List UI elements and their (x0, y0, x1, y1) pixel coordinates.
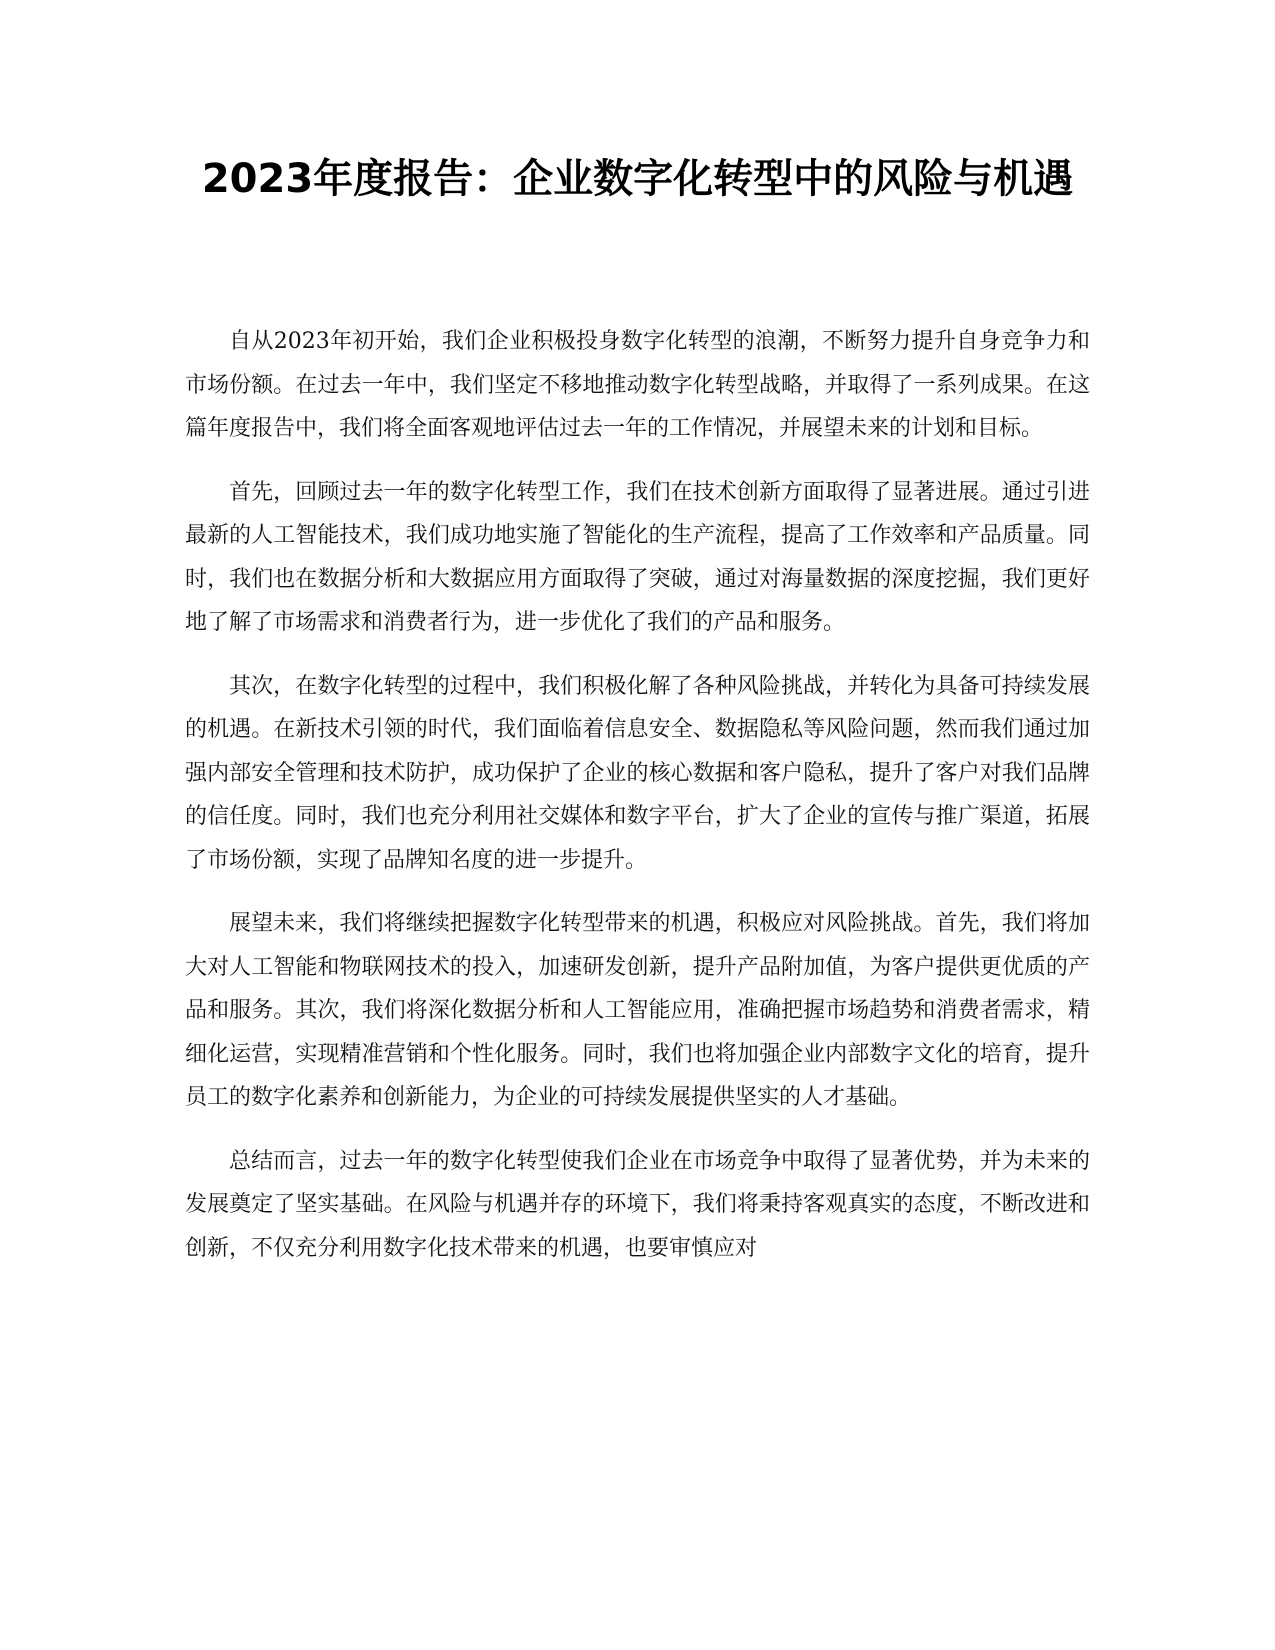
paragraph-outlook: 展望未来，我们将继续把握数字化转型带来的机遇，积极应对风险挑战。首先，我们将加大对人工智能和物联网技术的投入，加速研发创新，提升产品附加值，为客户提供更优质的产品和服务。其次，我们将深化数据分析和人工智能应用，准确把握市场趋势和消费者需求，精细化运营，实现精准营销和个性化服务。同时，我们也将加强企业内部数字文化的培育，提升员工的数字化素养和创新能力，为企业的可持续发展提供坚实的人才基础。 (185, 911, 1090, 1110)
document-body (185, 320, 1090, 1290)
paragraph-summary: 总结而言，过去一年的数字化转型使我们企业在市场竞争中取得了显著优势，并为未来的发展奠定了坚实基础。在风险与机遇并存的环境下，我们将秉持客观真实的态度，不断改进和创新，不仅充分利用数字化技术带来的机遇，也要审慎应对 (185, 1148, 1090, 1261)
paragraph-review: 首先，回顾过去一年的数字化转型工作，我们在技术创新方面取得了显著进展。通过引进最新的人工智能技术，我们成功地实施了智能化的生产流程，提高了工作效率和产品质量。同时，我们也在数据分析和大数据应用方面取得了突破，通过对海量数据的深度挖掘，我们更好地了解了市场需求和消费者行为，进一步优化了我们的产品和服务。 (185, 479, 1090, 635)
document-title: 2023年度报告：企业数字化转型中的风险与机遇 (201, 156, 1074, 202)
paragraph-risks: 其次，在数字化转型的过程中，我们积极化解了各种风险挑战，并转化为具备可持续发展的机遇。在新技术引领的时代，我们面临着信息安全、数据隐私等风险问题，然而我们通过加强内部安全管理和技术防护，成功保护了企业的核心数据和客户隐私，提升了客户对我们品牌的信任度。同时，我们也充分利用社交媒体和数字平台，扩大了企业的宣传与推广渠道，拓展了市场份额，实现了品牌知名度的进一步提升。 (185, 673, 1090, 873)
paragraph-intro: 自从2023年初开始，我们企业积极投身数字化转型的浪潮，不断努力提升自身竞争力和市场份额。在过去一年中，我们坚定不移地推动数字化转型战略，并取得了一系列成果。在这篇年度报告中，我们将全面客观地评估过去一年的工作情况，并展望未来的计划和目标。 (185, 329, 1090, 441)
